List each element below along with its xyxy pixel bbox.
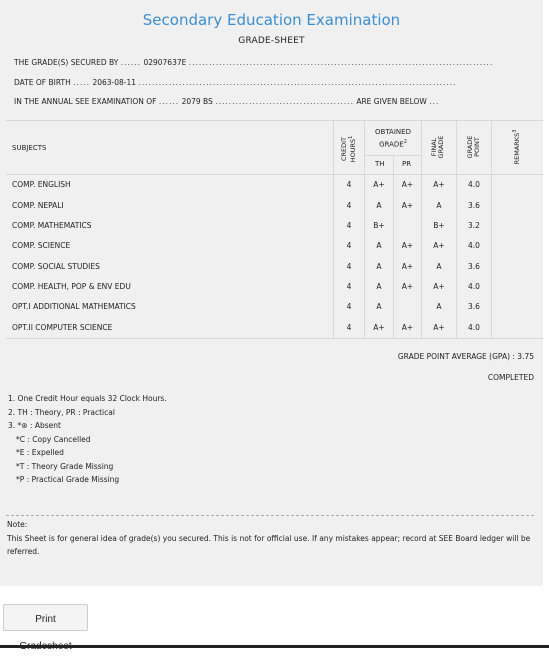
note-text: This Sheet is for general idea of grade(s) you secured. This is not for official use. If any mistakes appear; record at SEE Board ledger will be referred.: [7, 533, 531, 556]
disclaimer-note: [7, 518, 537, 559]
table-row: [0, 276, 543, 296]
final-grade: A+: [433, 180, 445, 189]
legend-item: 2. TH : Theory, PR : Practical: [8, 407, 115, 417]
gpa-summary: GRADE POINT AVERAGE (GPA) : 3.75: [397, 352, 534, 361]
dob-label: DATE OF BIRTH: [14, 78, 71, 87]
page-title: Secondary Education Examination: [142, 11, 401, 29]
subject-name: COMP. SCIENCE: [12, 241, 71, 250]
page-subtitle: GRADE-SHEET: [238, 36, 305, 46]
credit-hours: 4: [346, 201, 352, 210]
pr-grade: A+: [401, 262, 414, 271]
credit-hours: 4: [346, 262, 352, 271]
legend-notes: [8, 392, 167, 487]
th-grade: A: [376, 302, 382, 311]
final-grade: A: [436, 262, 442, 271]
note-divider: [6, 515, 534, 516]
print-gradesheet-button[interactable]: Print: [3, 604, 88, 631]
legend-item: 3. *⊛ : Absent: [8, 421, 61, 430]
subject-name: COMP. MATHEMATICS: [12, 221, 92, 230]
final-grade: A+: [433, 241, 445, 250]
table-row: [0, 296, 543, 316]
th-grade: A: [376, 282, 382, 291]
exam-row: IN THE ANNUAL SEE EXAMINATION OF ...... 2079 BS ......................................... ARE GIVEN BELOW ...: [14, 97, 440, 106]
th-grade: A: [376, 201, 382, 210]
grade-point: 3.2: [468, 221, 480, 230]
final-grade: A: [436, 201, 442, 210]
pr-grade: A+: [401, 201, 414, 210]
symbol-number: 02907637E: [143, 58, 187, 67]
pr-header: PR: [402, 160, 412, 168]
credit-hours: 4: [346, 282, 352, 291]
credit-hours: 4: [346, 221, 352, 230]
table-row: [0, 317, 543, 337]
table-row: [0, 235, 543, 255]
legend-item: 1. One Credit Hour equals 32 Clock Hours.: [8, 394, 167, 403]
credit-hours: 4: [346, 241, 352, 250]
table-top-border: [6, 120, 543, 121]
result-status: COMPLETED: [487, 373, 534, 382]
th-grade: B+: [373, 221, 385, 230]
final-grade-header: FINAL GRADE: [430, 135, 445, 159]
grade-point: 3.6: [468, 262, 480, 271]
table-row: [0, 195, 543, 215]
grade-point: 4.0: [468, 323, 480, 332]
obtained-grade-header: OBTAINED GRADE$^2$: [375, 128, 411, 149]
subject-name: OPT.I ADDITIONAL MATHEMATICS: [12, 302, 136, 311]
credit-hours-header: CREDIT HOURS$^1$: [340, 135, 358, 163]
th-grade: A+: [373, 180, 385, 189]
table-row: [0, 174, 543, 194]
dob-row: DATE OF BIRTH ..... 2063-08-11 ..............................................................................................: [14, 78, 457, 87]
grade-point: 4.0: [468, 180, 480, 189]
pr-grade: A+: [401, 282, 414, 291]
exam-year: 2079 BS: [181, 97, 213, 106]
grade-secured-row: THE GRADE(S) SECURED BY ...... 02907637E ..........................................................................................: [14, 58, 494, 67]
table-bottom-border: [6, 338, 543, 339]
legend-item: *C : Copy Cancelled: [16, 434, 91, 444]
th-grade: A: [376, 241, 382, 250]
credit-hours: 4: [346, 323, 352, 332]
legend-item: *T : Theory Grade Missing: [16, 461, 114, 471]
final-grade: A: [436, 302, 442, 311]
note-heading: Note:: [7, 520, 28, 529]
exam-label: IN THE ANNUAL SEE EXAMINATION OF: [14, 97, 157, 106]
pr-grade: A+: [401, 241, 414, 250]
given-below-label: ARE GIVEN BELOW: [356, 97, 427, 106]
th-grade: A+: [373, 323, 385, 332]
legend-item: *P : Practical Grade Missing: [16, 475, 120, 484]
grade-secured-label: THE GRADE(S) SECURED BY: [14, 58, 119, 67]
pr-grade: A+: [401, 323, 414, 332]
subheader-divider: [364, 155, 421, 156]
final-grade: A+: [433, 282, 445, 291]
final-grade: A+: [433, 323, 445, 332]
credit-hours: 4: [346, 302, 352, 311]
table-row: [0, 215, 543, 235]
th-grade: A: [376, 262, 382, 271]
grade-point: 3.6: [468, 302, 480, 311]
subject-name: COMP. SOCIAL STUDIES: [12, 262, 100, 271]
remarks-header: REMARKS$^3$: [512, 129, 522, 165]
grade-point-header: GRADE POINT: [466, 135, 481, 159]
credit-hours: 4: [346, 180, 352, 189]
grade-point: 4.0: [468, 241, 480, 250]
legend-item: *E : Expelled: [16, 448, 64, 457]
pr-grade: A+: [401, 180, 414, 189]
grade-point: 3.6: [468, 201, 480, 210]
th-header: TH: [375, 160, 385, 168]
subject-name: OPT.II COMPUTER SCIENCE: [12, 323, 113, 332]
subjects-header: SUBJECTS: [12, 144, 47, 152]
subject-name: COMP. NEPALI: [12, 201, 64, 210]
table-row: [0, 256, 543, 276]
subject-name: COMP. ENGLISH: [12, 180, 71, 189]
grade-point: 4.0: [468, 282, 480, 291]
subject-name: COMP. HEALTH, POP & ENV EDU: [12, 282, 131, 291]
final-grade: B+: [433, 221, 445, 230]
dob-value: 2063-08-11: [92, 78, 137, 87]
